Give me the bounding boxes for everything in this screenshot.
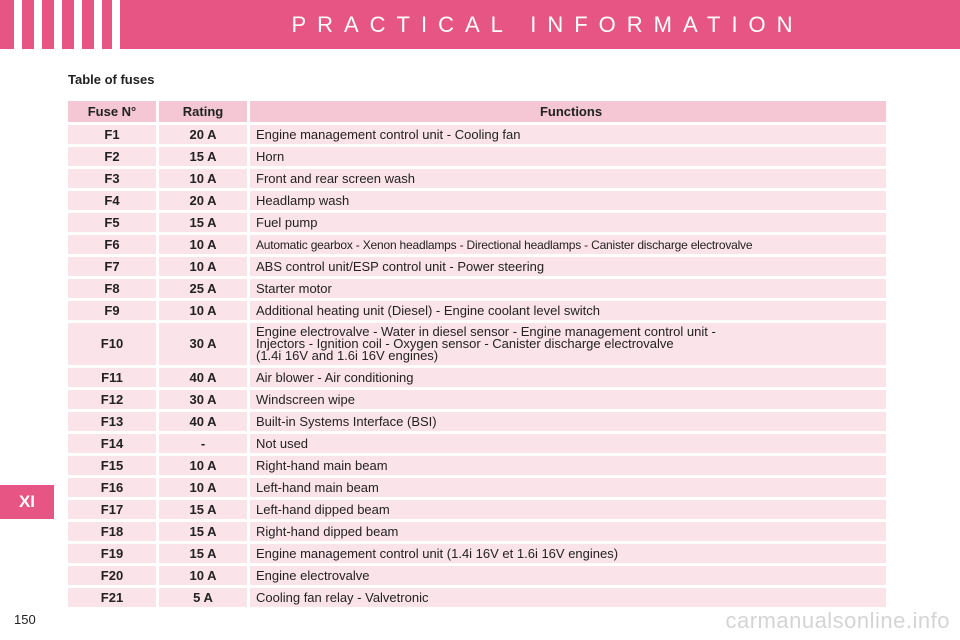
- fuse-function-cell: Horn: [250, 147, 886, 166]
- fuse-number-cell: F12: [68, 390, 156, 409]
- fuse-rating-cell: 40 A: [159, 368, 247, 387]
- table-row: [68, 169, 886, 188]
- fuse-function-cell: Not used: [250, 434, 886, 453]
- fuse-function-cell: Engine electrovalve - Water in diesel sensor - Engine management control unit - Injectors - Ignition coil - Oxygen sensor - Canister discharge electrovalve (1.4i 16V and 1.6i 16V engines): [250, 323, 886, 365]
- fuse-function-cell: Fuel pump: [250, 213, 886, 232]
- fuse-number-cell: F8: [68, 279, 156, 298]
- fuse-number-cell: F10: [68, 323, 156, 365]
- table-row: [68, 434, 886, 453]
- header-stripe: [112, 0, 120, 49]
- fuse-rating-cell: 15 A: [159, 147, 247, 166]
- table-row: [68, 191, 886, 210]
- fuse-rating-cell: 25 A: [159, 279, 247, 298]
- fuse-function-cell: Right-hand main beam: [250, 456, 886, 475]
- fuse-number-cell: F6: [68, 235, 156, 254]
- page-header: [0, 0, 960, 49]
- fuse-number-cell: F16: [68, 478, 156, 497]
- table-row: [68, 544, 886, 563]
- table-row: [68, 522, 886, 541]
- fuse-rating-cell: 10 A: [159, 169, 247, 188]
- table-row: [68, 500, 886, 519]
- table-row: [68, 390, 886, 409]
- fuse-function-cell: Engine electrovalve: [250, 566, 886, 585]
- fuse-number-cell: F19: [68, 544, 156, 563]
- header-stripe: [54, 0, 62, 49]
- fuse-number-cell: F9: [68, 301, 156, 320]
- fuse-function-cell: Air blower - Air conditioning: [250, 368, 886, 387]
- table-row: [68, 257, 886, 276]
- table-row: [68, 323, 886, 365]
- table-row: [68, 213, 886, 232]
- fuse-number-cell: F15: [68, 456, 156, 475]
- fuse-function-cell: ABS control unit/ESP control unit - Power steering: [250, 257, 886, 276]
- column-header-functions: Functions: [250, 101, 886, 122]
- fuse-rating-cell: 10 A: [159, 301, 247, 320]
- table-row: [68, 125, 886, 144]
- fuse-rating-cell: 15 A: [159, 544, 247, 563]
- table-header-row: [68, 101, 886, 122]
- fuse-function-cell: Built-in Systems Interface (BSI): [250, 412, 886, 431]
- watermark: carmanualsonline.info: [725, 608, 950, 633]
- fuse-rating-cell: -: [159, 434, 247, 453]
- fuse-function-cell: Engine management control unit - Cooling fan: [250, 125, 886, 144]
- table-row: [68, 235, 886, 254]
- fuse-number-cell: F1: [68, 125, 156, 144]
- fuse-function-cell: Left-hand main beam: [250, 478, 886, 497]
- header-stripe: [14, 0, 22, 49]
- fuse-rating-cell: 30 A: [159, 390, 247, 409]
- table-row: [68, 478, 886, 497]
- fuse-rating-cell: 10 A: [159, 235, 247, 254]
- column-header-fuse: Fuse N°: [68, 101, 156, 122]
- fuse-number-cell: F5: [68, 213, 156, 232]
- table-row: [68, 147, 886, 166]
- header-stripe: [34, 0, 42, 49]
- fuse-function-cell: Engine management control unit (1.4i 16V et 1.6i 16V engines): [250, 544, 886, 563]
- fuse-number-cell: F7: [68, 257, 156, 276]
- fuse-function-cell: Windscreen wipe: [250, 390, 886, 409]
- fuse-number-cell: F18: [68, 522, 156, 541]
- header-stripe: [74, 0, 82, 49]
- fuse-rating-cell: 10 A: [159, 257, 247, 276]
- chapter-tab: XI: [0, 485, 54, 519]
- fuse-function-cell: Starter motor: [250, 279, 886, 298]
- fuse-table: [65, 98, 889, 610]
- fuse-rating-cell: 10 A: [159, 478, 247, 497]
- fuse-function-cell: Additional heating unit (Diesel) - Engine coolant level switch: [250, 301, 886, 320]
- table-row: [68, 456, 886, 475]
- fuse-rating-cell: 10 A: [159, 456, 247, 475]
- fuse-rating-cell: 15 A: [159, 522, 247, 541]
- fuse-number-cell: F17: [68, 500, 156, 519]
- table-row: [68, 412, 886, 431]
- fuse-function-cell: Cooling fan relay - Valvetronic: [250, 588, 886, 607]
- page-title: PRACTICAL INFORMATION: [291, 12, 804, 37]
- table-row: [68, 279, 886, 298]
- fuse-table-body: [68, 125, 886, 607]
- fuse-function-cell: Automatic gearbox - Xenon headlamps - Directional headlamps - Canister discharge electrovalve: [250, 235, 886, 254]
- section-title: Table of fuses: [68, 72, 155, 87]
- page-number: 150: [14, 612, 36, 627]
- fuse-rating-cell: 5 A: [159, 588, 247, 607]
- fuse-rating-cell: 15 A: [159, 500, 247, 519]
- column-header-rating: Rating: [159, 101, 247, 122]
- fuse-function-cell: Right-hand dipped beam: [250, 522, 886, 541]
- table-row: [68, 588, 886, 607]
- table-row: [68, 566, 886, 585]
- fuse-number-cell: F20: [68, 566, 156, 585]
- table-row: [68, 301, 886, 320]
- fuse-number-cell: F13: [68, 412, 156, 431]
- fuse-rating-cell: 15 A: [159, 213, 247, 232]
- fuse-function-cell: Front and rear screen wash: [250, 169, 886, 188]
- fuse-number-cell: F3: [68, 169, 156, 188]
- fuse-rating-cell: 20 A: [159, 125, 247, 144]
- fuse-number-cell: F14: [68, 434, 156, 453]
- fuse-number-cell: F11: [68, 368, 156, 387]
- fuse-number-cell: F4: [68, 191, 156, 210]
- header-stripe: [94, 0, 102, 49]
- fuse-rating-cell: 40 A: [159, 412, 247, 431]
- fuse-rating-cell: 10 A: [159, 566, 247, 585]
- table-row: [68, 368, 886, 387]
- fuse-number-cell: F2: [68, 147, 156, 166]
- fuse-number-cell: F21: [68, 588, 156, 607]
- fuse-function-cell: Headlamp wash: [250, 191, 886, 210]
- fuse-rating-cell: 30 A: [159, 323, 247, 365]
- fuse-rating-cell: 20 A: [159, 191, 247, 210]
- fuse-function-cell: Left-hand dipped beam: [250, 500, 886, 519]
